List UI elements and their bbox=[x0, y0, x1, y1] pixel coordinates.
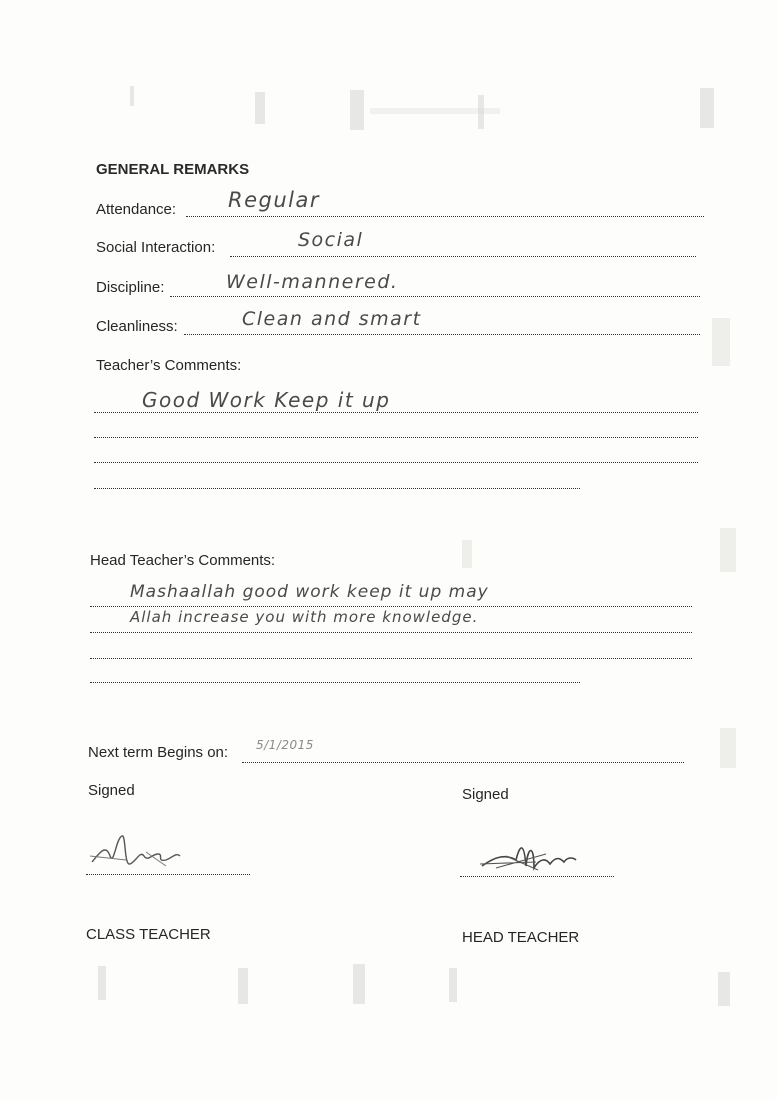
bleed-mark bbox=[718, 972, 730, 1006]
head-teacher-comments-line bbox=[90, 632, 692, 633]
head-teacher-signed-label: Signed bbox=[462, 786, 509, 803]
cleanliness-value: Clean and smart bbox=[242, 308, 422, 330]
bleed-mark bbox=[238, 968, 248, 1004]
bleed-mark bbox=[370, 108, 500, 114]
section-title: GENERAL REMARKS bbox=[96, 161, 250, 178]
bleed-mark bbox=[255, 92, 265, 124]
bleed-mark bbox=[130, 86, 134, 106]
head-teacher-signature bbox=[476, 836, 606, 878]
attendance-value: Regular bbox=[228, 188, 320, 212]
bleed-mark bbox=[700, 88, 714, 128]
head-teacher-comments-line bbox=[90, 658, 692, 659]
cleanliness-line bbox=[184, 334, 700, 335]
class-teacher-signature bbox=[86, 826, 186, 878]
attendance-label: Attendance: bbox=[96, 201, 177, 218]
discipline-line bbox=[170, 296, 700, 297]
class-teacher-signed-label: Signed bbox=[88, 782, 135, 799]
bleed-mark bbox=[462, 540, 472, 568]
head-teacher-comments-label: Head Teacher’s Comments: bbox=[90, 552, 276, 569]
bleed-mark bbox=[98, 966, 106, 1000]
head-teacher-comments-line bbox=[90, 682, 580, 683]
next-term-value: 5/1/2015 bbox=[256, 738, 314, 752]
teacher-comments-line bbox=[94, 437, 698, 438]
next-term-label: Next term Begins on: bbox=[88, 744, 229, 761]
social-interaction-line bbox=[230, 256, 696, 257]
teacher-comments-label: Teacher’s Comments: bbox=[96, 357, 242, 374]
discipline-value: Well-mannered. bbox=[226, 271, 399, 293]
head-teacher-comments-line1: Mashaallah good work keep it up may bbox=[130, 582, 489, 602]
bleed-mark bbox=[350, 90, 364, 130]
discipline-label: Discipline: bbox=[96, 279, 165, 296]
teacher-comments-line bbox=[94, 488, 580, 489]
teacher-comments-line bbox=[94, 462, 698, 463]
social-interaction-value: Social bbox=[298, 229, 364, 251]
class-teacher-signature-line bbox=[86, 874, 250, 875]
class-teacher-role: CLASS TEACHER bbox=[86, 926, 211, 943]
teacher-comments-text: Good Work Keep it up bbox=[142, 388, 391, 412]
head-teacher-role: HEAD TEACHER bbox=[462, 929, 580, 946]
social-interaction-label: Social Interaction: bbox=[96, 239, 216, 256]
bleed-mark bbox=[720, 728, 736, 768]
head-teacher-signature-line bbox=[460, 876, 614, 877]
bleed-mark bbox=[712, 318, 730, 366]
teacher-comments-line bbox=[94, 412, 698, 413]
bleed-mark bbox=[449, 968, 457, 1002]
bleed-mark bbox=[720, 528, 736, 572]
next-term-line bbox=[242, 762, 684, 763]
bleed-mark bbox=[353, 964, 365, 1004]
head-teacher-comments-line2: Allah increase you with more knowledge. bbox=[130, 608, 479, 626]
head-teacher-comments-line bbox=[90, 606, 692, 607]
attendance-line bbox=[186, 216, 704, 217]
cleanliness-label: Cleanliness: bbox=[96, 318, 178, 335]
